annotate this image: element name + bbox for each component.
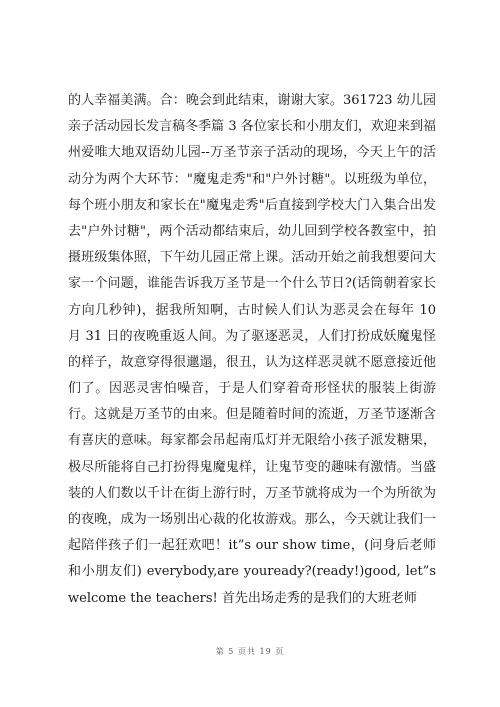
text-line: 亲子活动园长发言稿冬季篇 3 各位家长和小朋友们，欢迎来到福	[68, 119, 436, 135]
text-line: 摄班级集体照，下午幼儿园正常上课。活动开始之前我想要问大	[68, 250, 436, 266]
text-line: 方向几秒钟)，据我所知啊，古时候人们认为恶灵会在每年 10	[68, 302, 436, 318]
text-line: 州爱唯大地双语幼儿园--万圣节亲子活动的现场，今天上午的活	[68, 145, 436, 161]
document-body	[68, 88, 436, 612]
text-line: 去"户外讨糖"，两个活动都结束后，幼儿回到学校各教室中，拍	[68, 223, 436, 239]
text-line: 的夜晚，成为一场别出心裁的化妆游戏。那么，今天就让我们一	[68, 512, 436, 527]
text-line: 的样子，故意穿得很邋遢，很丑，认为这样恶灵就不愿意接近他	[68, 354, 436, 370]
text-line: 行。这就是万圣节的由来。但是随着时间的流逝，万圣节逐渐含	[68, 407, 436, 423]
text-line: 的人幸福美满。合：晚会到此结束，谢谢大家。361723 幼儿园	[68, 93, 436, 108]
page-number-footer: 第 5 页共 19 页	[215, 647, 285, 656]
text-line: 和小朋友们) everybody,are youready?(ready!)good, let”s	[68, 564, 436, 580]
text-line: 装的人们数以千计在街上游行时，万圣节就将成为一个为所欲为	[68, 485, 436, 501]
text-line: 月 31 日的夜晚重返人间。为了驱逐恶灵，人们打扮成妖魔鬼怪	[68, 328, 436, 344]
text-line: 极尽所能将自己打扮得鬼魔鬼样，让鬼节变的趣味有激情。当盛	[68, 459, 436, 475]
text-line: 有喜庆的意味。每家都会吊起南瓜灯并无限给小孩子派发糖果，	[68, 433, 436, 449]
text-line: 起陪伴孩子们一起狂欢吧！it”s our show time，(问身后老师	[68, 538, 436, 554]
text-line: 每个班小朋友和家长在"魔鬼走秀"后直接到学校大门入集合出发	[68, 197, 436, 213]
text-line: welcome the teachers! 首先出场走秀的是我们的大班老师	[68, 590, 417, 606]
text-line: 家一个问题，谁能告诉我万圣节是一个什么节日?(话筒朝着家长	[68, 276, 436, 292]
text-line: 动分为两个大环节："魔鬼走秀"和"户外讨糖"。以班级为单位，	[68, 171, 436, 187]
text-line: 们了。因恶灵害怕噪音，于是人们穿着奇形怪状的服装上街游	[68, 381, 436, 397]
